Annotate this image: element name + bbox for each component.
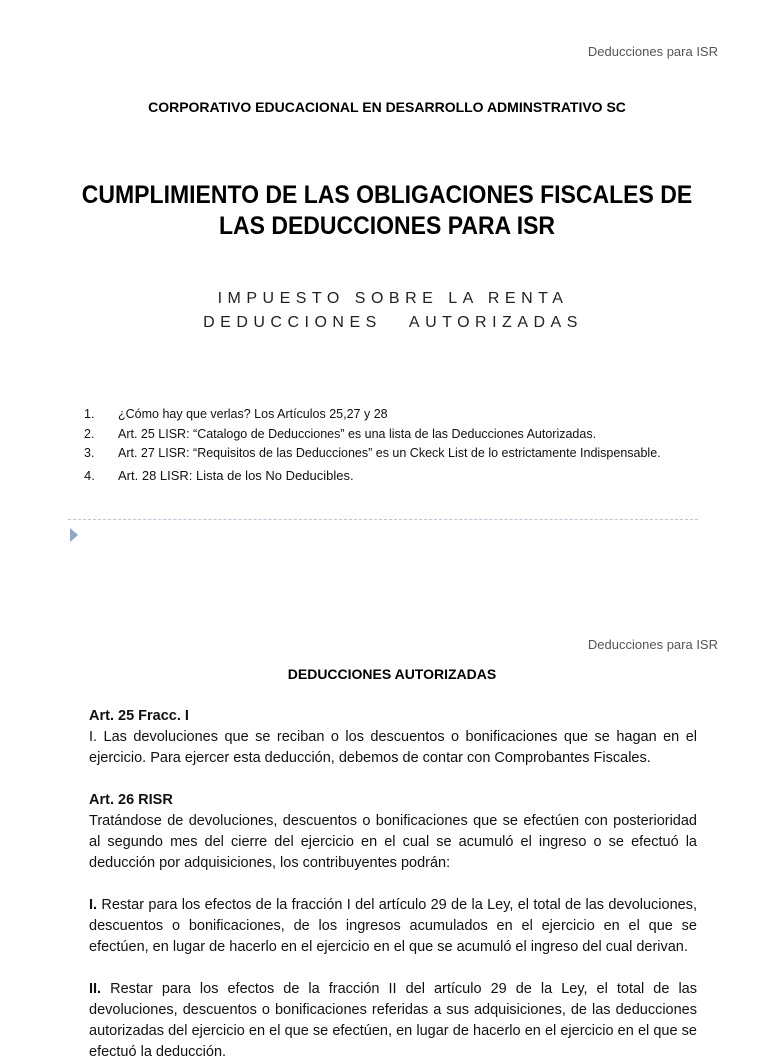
list-text: ¿Cómo hay que verlas? Los Artículos 25,27 y 28 <box>118 407 388 421</box>
fraction-text: Restar para los efectos de la fracción I del artículo 29 de la Ley, el total de las devoluciones, descuentos o bonificaciones, de los ingresos acumulados en el ejercicio en el que se efectúen, en lugar de hacerlo en el ejercicio en el que se acumuló el ingreso del cual derivan. <box>89 897 697 955</box>
list-number: 2. <box>84 426 95 441</box>
fraction-label: I. <box>89 897 98 913</box>
article-26-block <box>89 790 697 874</box>
title-line-2: LAS DEDUCCIONES PARA ISR <box>218 212 556 240</box>
page-header-2: Deducciones para ISR <box>587 637 718 652</box>
title-line-1: CUMPLIMIENTO DE LAS OBLIGACIONES FISCALES DE <box>81 181 693 209</box>
list-text: Art. 28 LISR: Lista de los No Deducibles. <box>118 467 354 483</box>
fraction-i-block <box>89 895 697 958</box>
article-heading: Art. 25 Fracc. I <box>89 708 189 724</box>
page-header: Deducciones para ISR <box>587 44 718 59</box>
company-name: CORPORATIVO EDUCACIONAL EN DESARROLLO ADMINSTRATIVO SC <box>148 99 626 115</box>
expand-arrow-icon[interactable] <box>70 528 78 542</box>
article-text: Tratándose de devoluciones, descuentos o bonificaciones que se efectúen con posterioridad al segundo mes del cierre del ejercicio en el cual se acumuló el ingreso o se efectuó la deducción por adquisiciones, los contribuyentes podrán: <box>89 813 697 871</box>
article-heading: Art. 26 RISR <box>89 792 173 808</box>
list-number: 1. <box>84 407 95 421</box>
fraction-label: II. <box>89 981 102 997</box>
article-text: I. Las devoluciones que se reciban o los descuentos o bonificaciones que se hagan en el ejercicio. Para ejercer esta deducción, debemos de contar con Comprobantes Fiscales. <box>89 729 697 766</box>
page-divider <box>68 519 698 520</box>
subtitle-line-1: IMPUESTO SOBRE LA RENTA <box>217 290 569 307</box>
document-title <box>68 180 706 242</box>
fraction-text: Restar para los efectos de la fracción II del artículo 29 de la Ley, el total de las devoluciones, descuentos o bonificaciones referidas a sus adquisiciones, de las deducciones autorizadas del ejercicio en el que se efectúen, en lugar de hacerlo en el ejercicio en el que se efectuó la deducción. <box>89 981 697 1060</box>
section-title: DEDUCCIONES AUTORIZADAS <box>287 666 497 682</box>
subtitle-line-2: DEDUCCIONES AUTORIZADAS <box>203 314 583 331</box>
fraction-ii-block <box>89 979 697 1063</box>
list-text: Art. 27 LISR: “Requisitos de las Deducciones” es un Ckeck List de lo estrictamente Indispensable. <box>118 446 661 460</box>
list-number: 3. <box>84 446 95 460</box>
list-text: Art. 25 LISR: “Catalogo de Deducciones” es una lista de las Deducciones Autorizadas. <box>118 426 597 441</box>
article-25-block <box>89 706 697 769</box>
list-number: 4. <box>84 467 95 483</box>
